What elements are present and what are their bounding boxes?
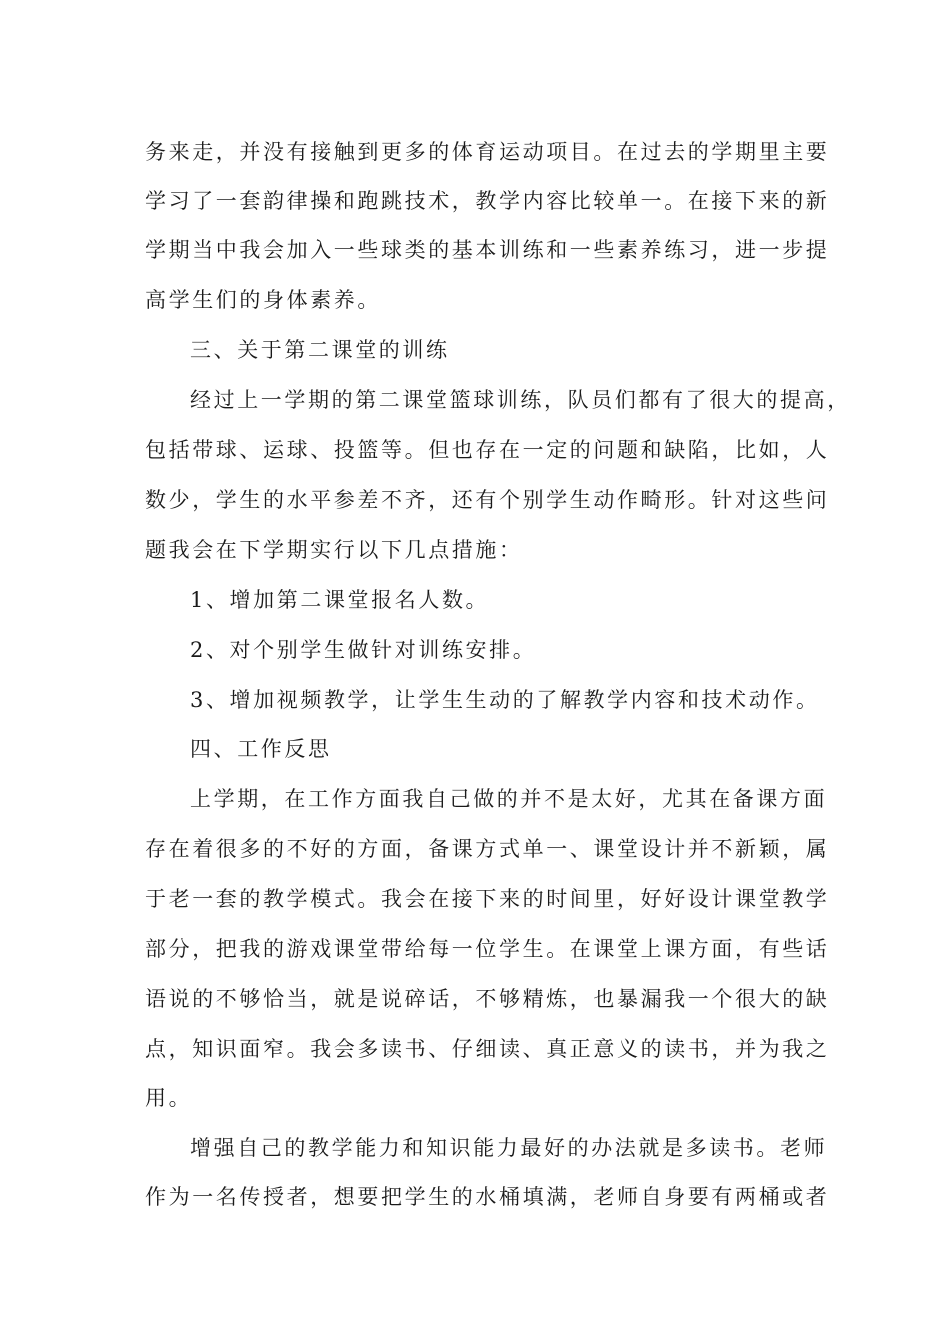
paragraph-line: 包括带球、运球、投篮等。但也存在一定的问题和缺陷，比如，人 <box>145 438 830 462</box>
paragraph-line: 学期当中我会加入一些球类的基本训练和一些素养练习，进一步提 <box>145 238 830 262</box>
section-heading: 四、工作反思 <box>190 737 332 761</box>
paragraph-line: 经过上一学期的第二课堂篮球训练，队员们都有了很大的提高， <box>190 388 851 412</box>
paragraph-line: 语说的不够恰当，就是说碎话，不够精炼，也暴漏我一个很大的缺 <box>145 987 830 1011</box>
paragraph-line: 存在着很多的不好的方面，备课方式单一、课堂设计并不新颖，属 <box>145 837 830 861</box>
paragraph-line: 题我会在下学期实行以下几点措施： <box>145 538 523 562</box>
paragraph-line: 务来走，并没有接触到更多的体育运动项目。在过去的学期里主要 <box>145 140 830 164</box>
paragraph-line: 学习了一套韵律操和跑跳技术，教学内容比较单一。在接下来的新 <box>145 189 830 213</box>
paragraph-line: 数少，学生的水平参差不齐，还有个别学生动作畸形。针对这些问 <box>145 488 830 512</box>
paragraph-line: 作为一名传授者，想要把学生的水桶填满，老师自身要有两桶或者 <box>145 1185 830 1209</box>
list-item: 1、增加第二课堂报名人数。 <box>190 588 490 612</box>
list-item: 3、增加视频教学，让学生生动的了解教学内容和技术动作。 <box>190 688 820 712</box>
paragraph-line: 用。 <box>145 1086 193 1110</box>
paragraph-line: 点，知识面窄。我会多读书、仔细读、真正意义的读书，并为我之 <box>145 1037 830 1061</box>
paragraph-line: 增强自己的教学能力和知识能力最好的办法就是多读书。老师 <box>190 1136 828 1160</box>
list-item: 2、对个别学生做针对训练安排。 <box>190 638 537 662</box>
paragraph-line: 高学生们的身体素养。 <box>145 288 381 312</box>
paragraph-line: 部分，把我的游戏课堂带给每一位学生。在课堂上课方面，有些话 <box>145 937 830 961</box>
section-heading: 三、关于第二课堂的训练 <box>190 338 450 362</box>
paragraph-line: 于老一套的教学模式。我会在接下来的时间里，好好设计课堂教学 <box>145 887 830 911</box>
paragraph-line: 上学期，在工作方面我自己做的并不是太好，尤其在备课方面 <box>190 787 828 811</box>
